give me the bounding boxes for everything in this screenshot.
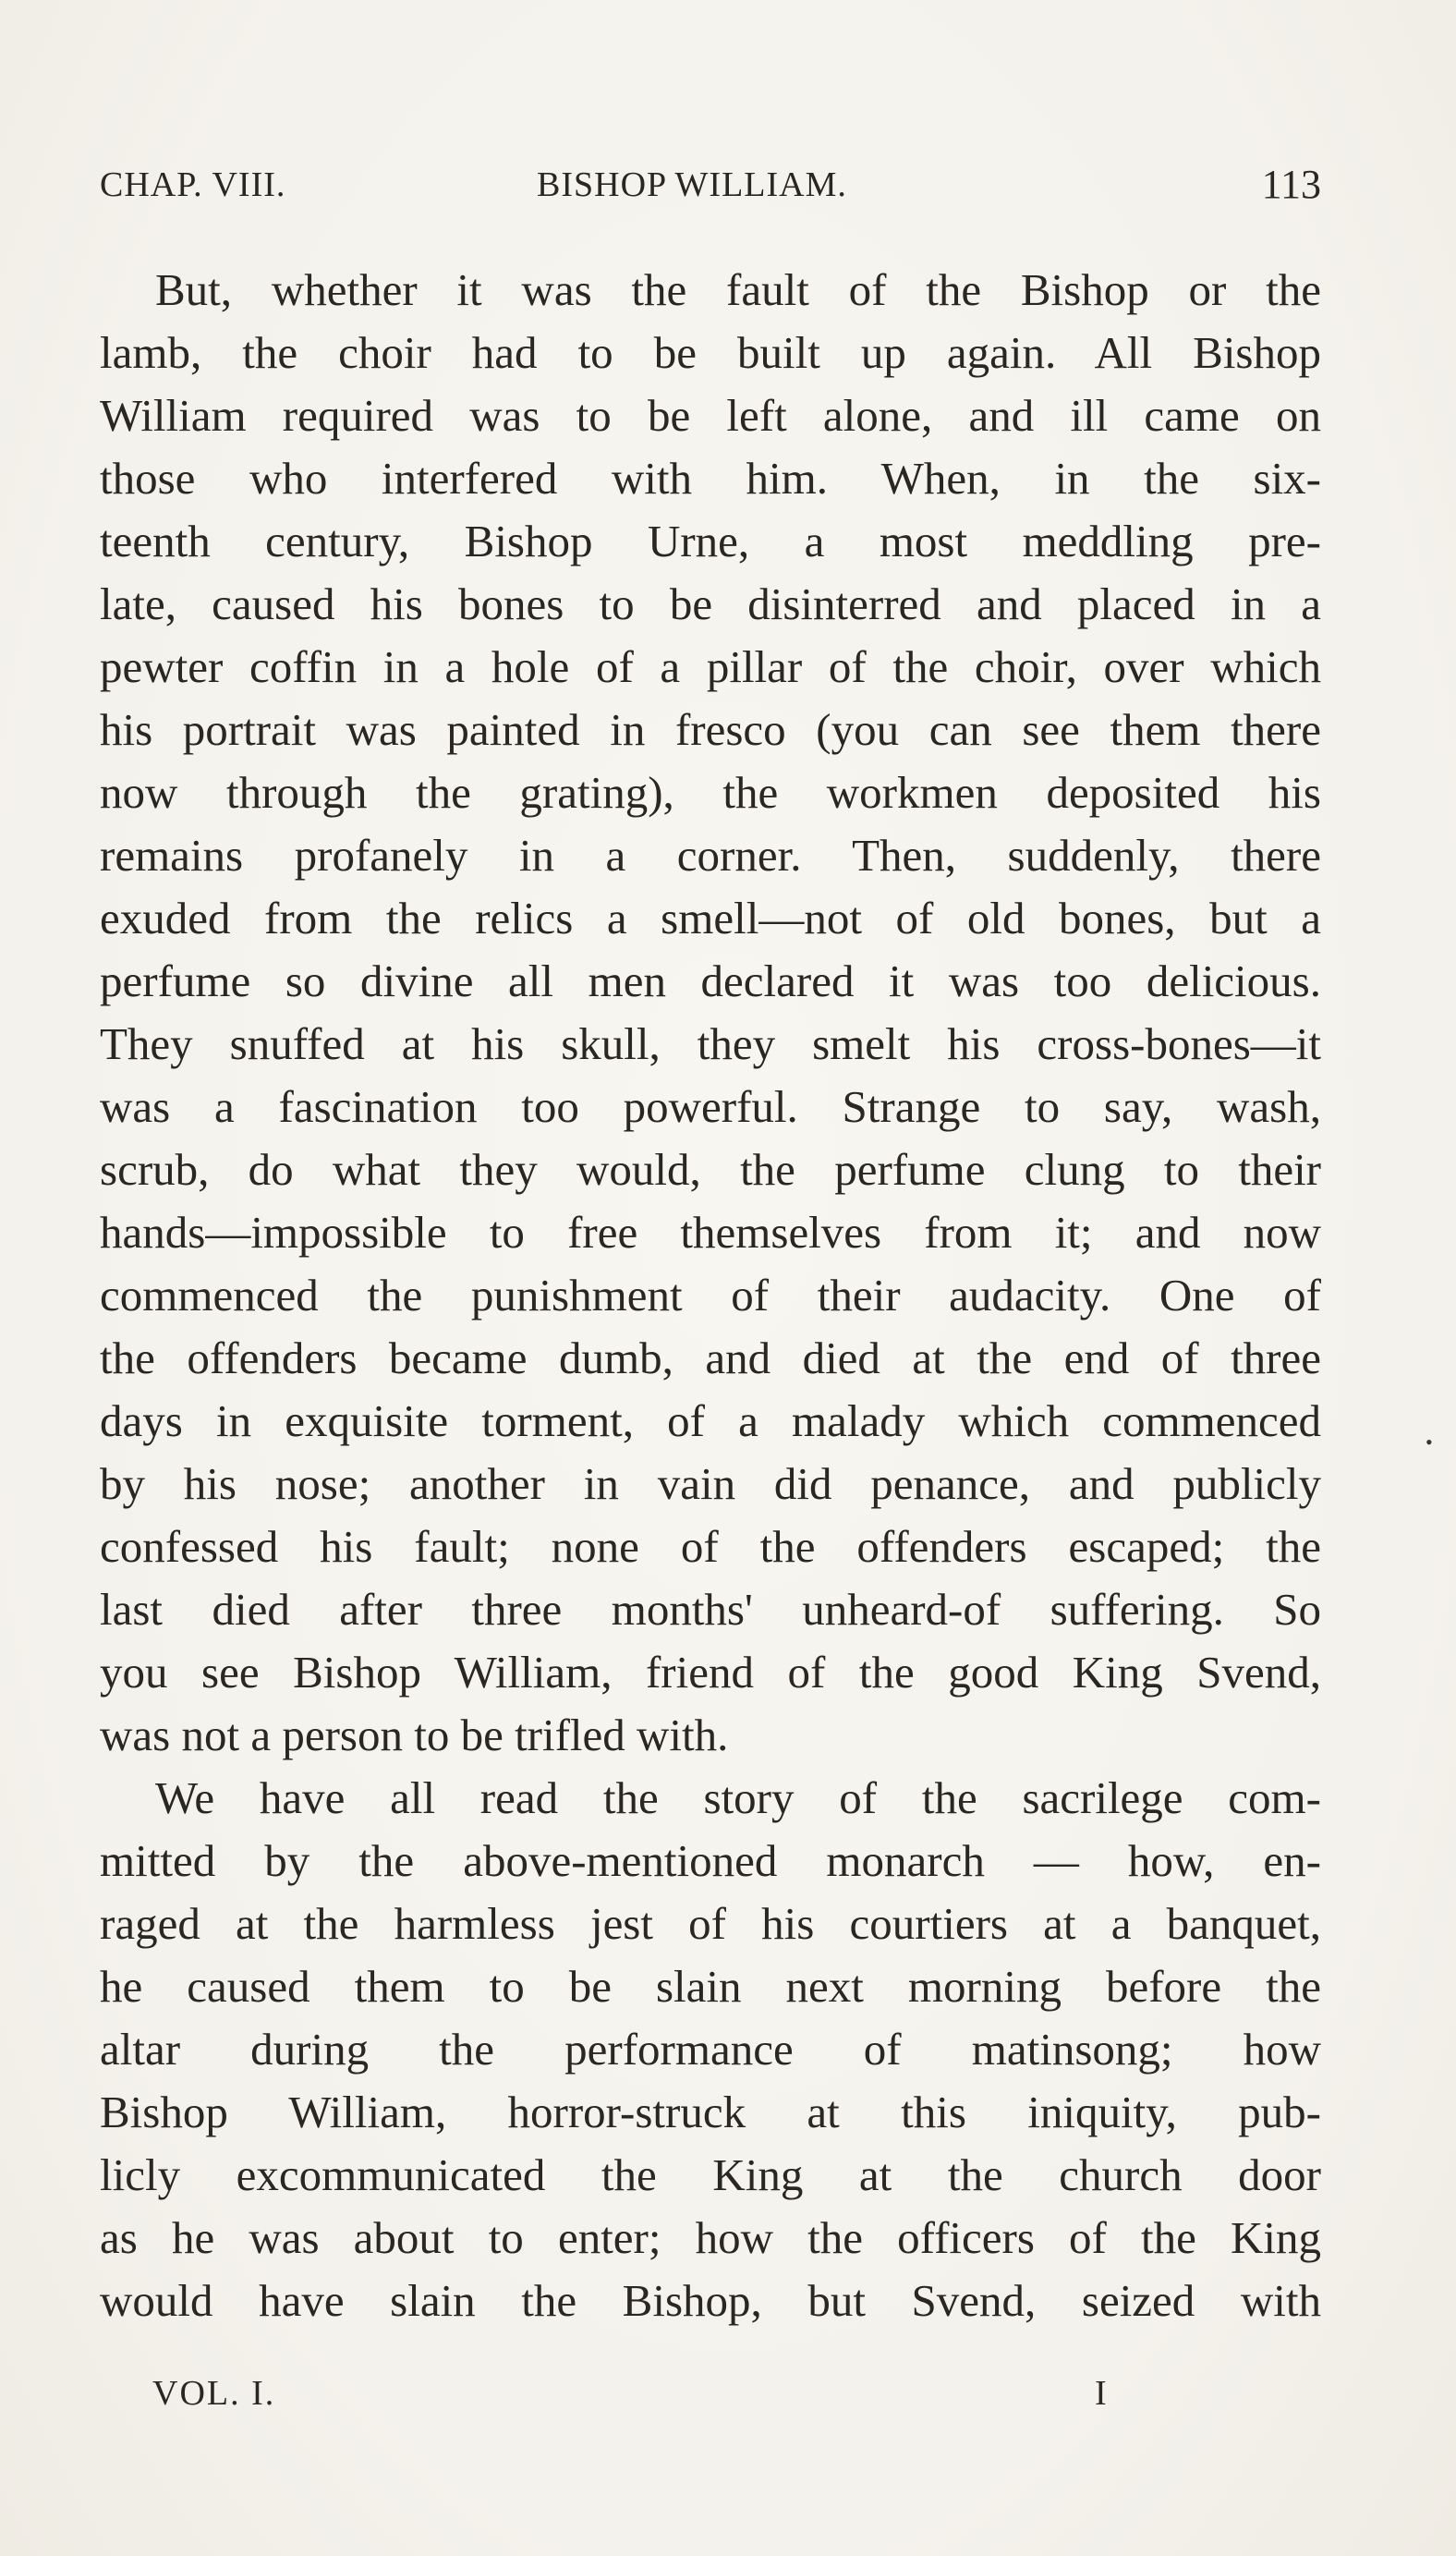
text-line: scrub, do what they would, the perfume clung to their <box>100 1144 1321 1195</box>
text-line: he caused them to be slain next morning before the <box>100 1961 1321 2012</box>
text-line: pewter coffin in a hole of a pillar of the choir, over which <box>100 641 1321 692</box>
text-line: you see Bishop William, friend of the good King Svend, <box>100 1647 1321 1698</box>
page-number: 113 <box>1261 162 1321 207</box>
text-line: lamb, the choir had to be built up again. All Bishop <box>100 327 1321 378</box>
text-line: licly excommunicated the King at the church door <box>100 2149 1321 2200</box>
text-line: days in exquisite torment, of a malady which commenced <box>100 1395 1321 1446</box>
text-line: exuded from the relics a smell—not of old bones, but a <box>100 893 1321 943</box>
text-line: commenced the punishment of their audacity. One of <box>100 1270 1321 1321</box>
margin-mark: • <box>1426 1430 1433 1454</box>
text-line: Bishop William, horror-struck at this iniquity, pub- <box>100 2087 1321 2137</box>
running-header <box>100 164 1321 220</box>
text-line: mitted by the above-mentioned monarch — how, en- <box>100 1835 1321 1886</box>
text-line: raged at the harmless jest of his courtiers at a banquet, <box>100 1898 1321 1949</box>
text-line: They snuffed at his skull, they smelt his cross-bones—it <box>100 1018 1321 1069</box>
text-line: confessed his fault; none of the offenders escaped; the <box>100 1521 1321 1572</box>
text-line: the offenders became dumb, and died at the end of three <box>100 1333 1321 1383</box>
text-line: as he was about to enter; how the officers of the King <box>100 2212 1321 2263</box>
volume-signature: VOL. I. <box>152 2374 276 2413</box>
text-line: hands—impossible to free themselves from it; and now <box>100 1207 1321 1258</box>
text-line: William required was to be left alone, and ill came on <box>100 390 1321 441</box>
text-line: those who interfered with him. When, in the six- <box>100 453 1321 504</box>
text-line: teenth century, Bishop Urne, a most meddling pre- <box>100 516 1321 566</box>
text-line: remains profanely in a corner. Then, suddenly, there <box>100 830 1321 881</box>
running-title: BISHOP WILLIAM. <box>537 165 847 204</box>
text-line: We have all read the story of the sacrilege com- <box>155 1772 1321 1823</box>
signature-footer <box>152 2373 1169 2419</box>
text-line: altar during the performance of matinsong; how <box>100 2024 1321 2075</box>
chapter-label: CHAP. VIII. <box>100 165 286 204</box>
text-line: his portrait was painted in fresco (you can see them there <box>100 704 1321 755</box>
text-line: But, whether it was the fault of the Bishop or the <box>155 264 1321 315</box>
text-line: by his nose; another in vain did penance, and publicly <box>100 1458 1321 1509</box>
text-line: would have slain the Bishop, but Svend, seized with <box>100 2275 1321 2326</box>
text-line: was a fascination too powerful. Strange to say, wash, <box>100 1081 1321 1132</box>
body-text <box>100 259 1321 2332</box>
text-line: was not a person to be trifled with. <box>100 1710 729 1760</box>
text-line: perfume so divine all men declared it was too delicious. <box>100 955 1321 1006</box>
text-line: late, caused his bones to be disinterred and placed in a <box>100 578 1321 629</box>
text-line: last died after three months' unheard-of suffering. So <box>100 1584 1321 1635</box>
gathering-signature: I <box>1095 2374 1107 2413</box>
text-line: now through the grating), the workmen deposited his <box>100 767 1321 818</box>
